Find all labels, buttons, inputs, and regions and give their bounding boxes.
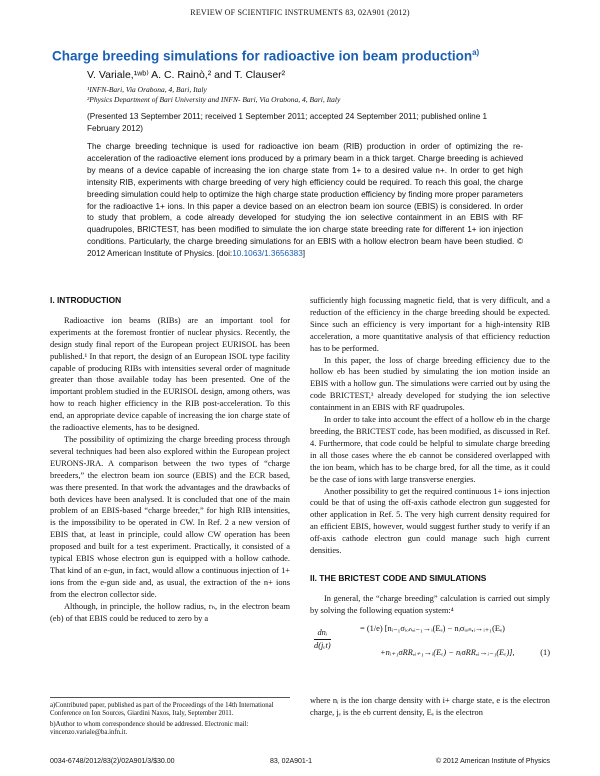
- abstract-text: The charge breeding technique is used for radioactive ion beam (RIB) production in order of optimizing the re-acceleration of the radioactive element ions produced by a primary beam in a thick target. Charge breeding is achieved by means of a device capable of increasing the ion charge state from 1+ to a desired value n+. In order to get high intensity RIB, experiments with charge breeding of very high efficiency could be required. To reach this goal, the charge breeding simulation could help to optimize the high charge state production efficiency by finding more proper parameters for the radioactive 1+ ions. In this paper a device based on an electron beam ion source (EBIS) is considered. In order to study that problem, a code already developed for studying the ion selective containment in an EBIS with RF quadrupoles, BRICTEST, has been modified to simulate the ion charge state breeding rate for different 1+ ion injection conditions. Particularly, the charge breeding simulations for an EBIS with a hollow electron beam have been studied. © 2012 American Institute of Physics.: [87, 142, 523, 259]
- equation-denominator: d(jₑt): [314, 640, 331, 650]
- section-2-intro: In general, the “charge breeding” calculation is carried out simply by solving the following equation system:⁴: [310, 593, 550, 615]
- right-paragraph-2: In this paper, the loss of charge breeding efficiency due to the hollow eb has been studied by simulating the ion motion inside an EBIS with a hollow gun. The simulations were carried out by using the code BRICTEST,³ already developed for studying the ion selective containment in an EBIS with RF quadrupoles.: [310, 355, 550, 413]
- section-2-after-equation: where nᵢ is the ion charge density with i+ charge state, e is the electron charge, jₑ is the eb current density, Eₑ is the electron: [310, 695, 550, 717]
- intro-paragraph-3: Although, in principle, the hollow radius, rₕ, in the electron beam (eb) of that EBIS could be reduced to zero by a: [50, 601, 290, 623]
- right-paragraph-3: In order to take into account the effect of a hollow eb in the charge breeding, the BRICTEST code, has been modified, as discussed in Ref. 4. Furthermore, that code could be helpful to simulate charge breeding in all those cases where the eb cannot be considered overlapped with the ion beam, which has to be charge bred, for all the time, as it could be the case of ions with large transverse energies.: [310, 415, 550, 484]
- affiliation-2: ²Physics Department of Bari University and INFN- Bari, Via Orabona, 4, Bari, Italy: [87, 95, 341, 104]
- footnote-a: a)Contributed paper, published as part of the Proceedings of the 14th International Conference on Ion Sources, Giardini Naxos, Italy, September 2011.: [50, 702, 274, 718]
- equation-1: [310, 621, 550, 691]
- doi-suffix: ]: [302, 249, 306, 259]
- equation-lhs: [314, 627, 331, 652]
- equation-number: (1): [540, 647, 550, 657]
- right-column: [310, 295, 550, 718]
- title-text: Charge breeding simulations for radioactive ion beam production: [52, 48, 473, 64]
- running-head: REVIEW OF SCIENTIFIC INSTRUMENTS 83, 02A901 (2012): [190, 8, 410, 17]
- author-list: V. Variale,¹ʷᵇ⁾ A. C. Rainò,² and T. Clauser²: [87, 69, 286, 81]
- footer-copyright: © 2012 American Institute of Physics: [435, 758, 550, 765]
- paper-title: [52, 48, 572, 64]
- equation-line-2: +nᵢ₊₁σRR,ᵢ₊₁→ᵢ(Eₑ) − nᵢσRR,ᵢ→ᵢ₋₁(Eₑ)],: [380, 647, 515, 657]
- left-column: [50, 295, 290, 624]
- publication-dates: (Presented 13 September 2011; received 1 September 2011; accepted 24 September 2011; published online 1 February 2012): [87, 112, 488, 133]
- intro-paragraph-2: The possibility of optimizing the charge breeding process through several techniques had been also explored within the European project EURONS-JRA. A comparison between the two types of “charge breeders,” the electron beam ion source (EBIS) and the ECR based, was there presented. In that work the advantages and the drawbacks of both devices have been analysed. It is concluded that one of the main problem of an EBIS-based “charge breeder,” for high RIB intensities, is the impossibility to be operated in CW. In Ref. 2 a new version of EBIS that, at least in principle, could allow CW operation has been proposed and built for a test experiment. Practically, it consisted of a typical EBIS whose electron gun is equipped with a hollow cathode. That kind of an e-gun, in fact, would allow a continuous injection of 1+ ions from the e-gun side and, as usual, the extraction of the n+ ions from the electron collector side.: [50, 434, 290, 599]
- abstract: [87, 141, 523, 260]
- intro-paragraph-1: Radioactive ion beams (RIBs) are an important tool for experiments at the foremost frontier of nuclear physics. Recently, the design study final report of the European project EURISOL has been published.¹ In that report, the design of an European ISOL type facility capable of producing RIBs with intensities several order of magnitude greater than those available today has been presented. One of the important problem studied in the EURISOL design, among others, was how to reach higher efficiency in the RIB post-acceleration. To this end, an appropriate device capable of increasing the ion charge state of the radioactive elements, has to be designed.: [50, 315, 290, 433]
- title-footnote-mark: a): [472, 48, 480, 57]
- equation-numerator: dnᵢ: [314, 627, 331, 640]
- footer-page-number: 83, 02A901-1: [270, 758, 313, 765]
- section-1-heading: I. INTRODUCTION: [50, 295, 122, 305]
- doi-link[interactable]: 10.1063/1.3656383: [232, 249, 303, 259]
- right-paragraph-4: Another possibility to get the required continuous 1+ ions injection could be that of using the off-axis cathode electron gun suggested for other application in Ref. 5. The very high current density required for an efficient EBIS, however, would suggest further study to verify if an off-axis cathode electron gun could manage such high current densities.: [310, 486, 550, 556]
- footnote-b: b)Author to whom correspondence should be addressed. Electronic mail: vincenzo.variale@ba.infn.it.: [50, 720, 249, 737]
- doi-prefix: [doi:: [216, 249, 233, 259]
- affiliation-1: ¹INFN-Bari, Via Orabona, 4, Bari, Italy: [87, 85, 207, 94]
- footnotes: [50, 697, 290, 740]
- equation-line-1: = (1/e) [nᵢ₋₁σᵢₒₙ,ᵢ₋₁→ᵢ(Eₑ) − nᵢσᵢₒₙ,ᵢ→ᵢ₊₁(Eₑ): [360, 623, 505, 633]
- right-paragraph-1: sufficiently high focussing magnetic field, that is very difficult, and a reduction of the efficiency in the charge breeding should be expected. Since such an efficiency is very important for a high-intensity RIB acceleration, a more quantitative analysis of that efficiency reduction has to be performed.: [310, 296, 550, 353]
- footer-issn: 0034-6748/2012/83(2)/02A901/3/$30.00: [50, 758, 175, 765]
- section-2-heading: II. THE BRICTEST CODE AND SIMULATIONS: [310, 572, 487, 583]
